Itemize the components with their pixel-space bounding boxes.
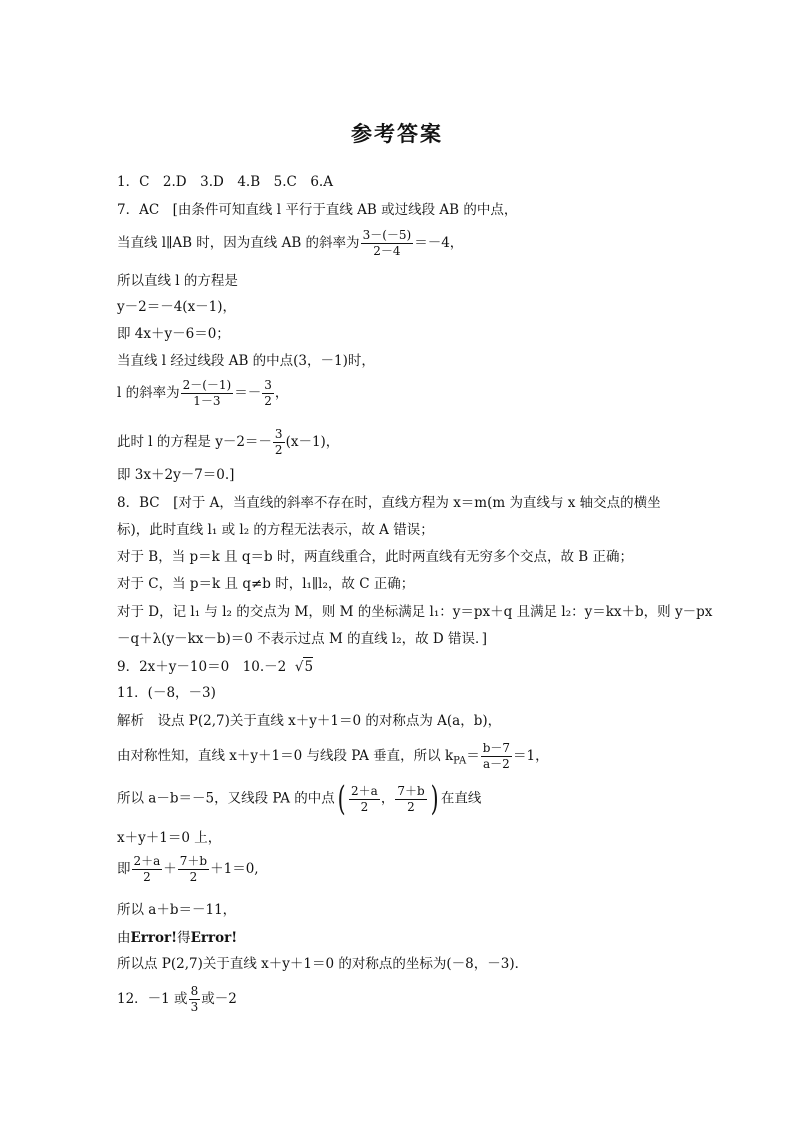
text: ， (274, 385, 289, 401)
page-title: 参考答案 (351, 121, 443, 146)
text: 或－2 (201, 991, 237, 1007)
text: 当直线 l∥AB 时，因为直线 AB 的斜率为 (117, 235, 360, 251)
numerator: 7＋b (397, 783, 425, 798)
answer-line: 所以直线 l 的方程是 (117, 273, 238, 289)
denominator: 1－3 (193, 394, 221, 408)
text: 得 (177, 930, 191, 946)
denominator: 2 (360, 799, 369, 814)
answer-line-7: 7．AC [由条件可知直线 l 平行于直线 AB 或过线段 AB 的中点， (117, 202, 518, 218)
numerator: 8 (190, 984, 199, 998)
error-text: Error! (130, 930, 178, 946)
text: 即 (117, 861, 131, 877)
text: ＋1＝0, (210, 861, 259, 877)
answer-line: 标)，此时直线 l₁ 或 l₂ 的方程无法表示，故 A 错误； (117, 522, 434, 538)
text: 由对称性知，直线 x＋y＋1＝0 与线段 PA 垂直，所以 k (117, 748, 454, 764)
denominator: 2 (407, 799, 415, 814)
numerator: 7＋b (179, 854, 208, 868)
denominator: 2 (274, 443, 283, 457)
fraction (181, 378, 234, 409)
text: ， (380, 790, 395, 807)
text: 由 (117, 930, 131, 946)
fraction (189, 984, 201, 1015)
answer-line-9-10 (117, 657, 313, 676)
fraction (262, 378, 274, 409)
answer-line-error (117, 929, 237, 947)
answer-line-midpoint (117, 779, 482, 819)
answer-line-slope-pa (117, 741, 549, 772)
text: l 的斜率为 (117, 385, 180, 401)
denominator: 3 (190, 1000, 199, 1014)
text: 所以 a－b＝－5，又线段 PA 的中点 (117, 790, 335, 807)
text: 12．－1 或 (117, 991, 188, 1007)
answer-line-1-6: 1．C 2.D 3.D 4.B 5.C 6.A (117, 174, 333, 190)
answer-line-sum (117, 854, 259, 885)
error-text: Error! (190, 930, 238, 946)
fraction (395, 784, 426, 815)
numerator: 2＋a (351, 783, 378, 798)
answer-line-11: 11．(－8，－3) (117, 685, 216, 701)
fraction (178, 854, 209, 885)
fraction (481, 741, 512, 772)
text: 此时 l 的方程是 y－2＝－ (117, 434, 272, 450)
text: (x－1)， (285, 434, 340, 450)
right-paren-icon: ) (430, 779, 439, 819)
answer-line: 即 3x＋2y－7＝0.] (117, 467, 235, 483)
answer-line-slope-2 (117, 378, 288, 409)
denominator: 2 (264, 394, 272, 408)
numerator: 3－(－5) (362, 228, 412, 242)
denominator: a－2 (482, 757, 510, 771)
answer-line-equation (117, 427, 339, 458)
answer-line-8: 8．BC [对于 A，当直线的斜率不存在时，直线方程为 x＝m(m 为直线与 x 轴交点的横坐 (117, 495, 661, 511)
denominator: 2 (189, 870, 198, 884)
fraction (361, 228, 414, 259)
fraction (349, 784, 380, 815)
denominator: 2－4 (373, 244, 401, 258)
text: 在直线 (440, 790, 482, 807)
subscript: PA (453, 755, 467, 767)
answer-line: x＋y＋1＝0 上， (117, 830, 222, 846)
denominator: 2 (143, 870, 151, 884)
numerator: 2＋a (133, 854, 161, 868)
numerator: 3 (264, 378, 272, 392)
fraction (273, 427, 285, 458)
text: ＝－4， (414, 235, 464, 251)
answer-line: 当直线 l 经过线段 AB 的中点(3，－1)时， (117, 353, 375, 369)
numerator: 3 (274, 427, 283, 441)
answer-line: 即 4x＋y－6＝0； (117, 326, 230, 342)
answer-line: －q＋λ(y－kx－b)＝0 不表示过点 M 的直线 l₂，故 D 错误．] (117, 631, 488, 647)
text: ＝1， (513, 748, 549, 764)
text: 9．2x＋y－10＝0 10.－2 (117, 659, 287, 675)
numerator: 2－(－1) (182, 378, 232, 392)
text: ＋ (163, 861, 177, 877)
answer-line-7-slope (117, 228, 463, 259)
fraction (132, 854, 163, 885)
sqrt-icon: √ (294, 659, 304, 675)
numerator: b－7 (482, 741, 511, 755)
text: ＝ (466, 748, 480, 764)
radicand: 5 (304, 659, 314, 675)
answer-line: 所以点 P(2,7)关于直线 x＋y＋1＝0 的对称点的坐标为(－8，－3)． (117, 956, 529, 972)
answer-line: 对于 B，当 p＝k 且 q＝b 时，两直线重合，此时两直线有无穷多个交点，故 B 正确； (117, 549, 633, 565)
text: ＝－ (234, 385, 262, 401)
answer-line: 所以 a＋b＝－11， (117, 902, 237, 918)
answer-line-12 (117, 984, 237, 1015)
answer-line: y－2＝－4(x－1)， (117, 299, 237, 315)
answer-line: 对于 C，当 p＝k 且 q≠b 时，l₁∥l₂，故 C 正确； (117, 576, 415, 592)
left-paren-icon: ( (337, 779, 346, 819)
answer-line: 对于 D，记 l₁ 与 l₂ 的交点为 M，则 M 的坐标满足 l₁：y＝px＋q 且满足 l₂：y＝kx＋b，则 y－px (117, 604, 713, 620)
answer-line-analysis: 解析 设点 P(2,7)关于直线 x＋y＋1＝0 的对称点为 A(a，b)， (117, 713, 502, 729)
